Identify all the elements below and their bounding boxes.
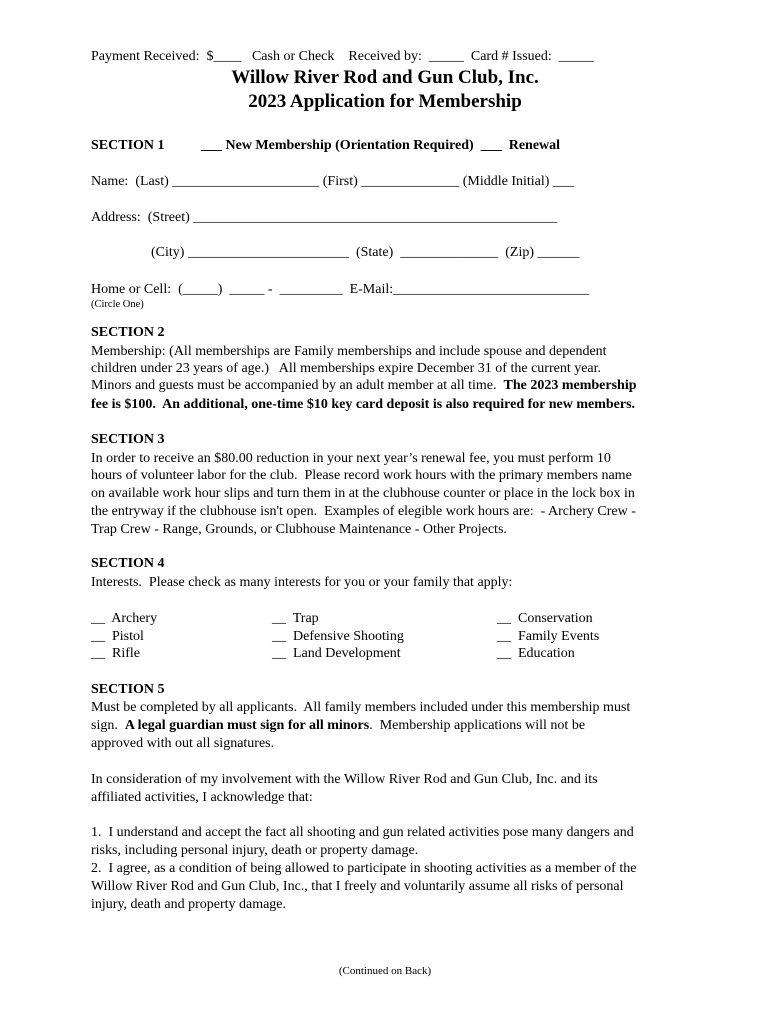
section2-text: children under 23 years of age.) All memberships expire December 31 of the current year.: [91, 361, 602, 376]
section3-text: In order to receive an $80.00 reduction in your next year’s renewal fee, you must perform 10: [91, 451, 611, 466]
section1-heading: SECTION 1: [91, 138, 165, 153]
section5-text: approved with out all signatures.: [91, 736, 275, 751]
consideration-text: affiliated activities, I acknowledge that:: [91, 790, 313, 805]
interest-trap[interactable]: __ Trap: [272, 611, 319, 626]
acknowledgment-item-2: injury, death and property damage.: [91, 897, 287, 912]
interest-family-events[interactable]: __ Family Events: [497, 628, 600, 644]
membership-type-line[interactable]: ___ New Membership (Orientation Required) ___ Renewal: [201, 138, 561, 153]
acknowledgment-item-1: 1. I understand and accept the fact all shooting and gun related activities pose many dangers and: [91, 825, 634, 840]
club-name-title: Willow River Rod and Gun Club, Inc.: [231, 67, 539, 88]
interest-defensive-shooting[interactable]: __ Defensive Shooting: [272, 628, 404, 644]
interest-land-development[interactable]: __ Land Development: [272, 646, 401, 661]
office-use-line: Payment Received: $____ Cash or Check Received by: _____ Card # Issued: _____: [91, 49, 594, 64]
section5-text: sign. A legal guardian must sign for all minors. Membership applications will not be: [91, 718, 586, 733]
interests-column-2: [272, 610, 404, 663]
section3-text: Trap Crew - Range, Grounds, or Clubhouse Maintenance - Other Projects.: [91, 522, 507, 537]
section3-text: hours of volunteer labor for the club. Please record work hours with the primary members name: [91, 468, 632, 483]
interests-intro: Interests. Please check as many interests for you or your family that apply:: [91, 575, 513, 590]
acknowledgment-item-1: risks, including personal injury, death or property damage.: [91, 843, 419, 858]
interest-conservation[interactable]: __ Conservation: [497, 611, 593, 626]
section5-heading: SECTION 5: [91, 682, 165, 697]
section3-heading: SECTION 3: [91, 432, 165, 447]
section5-text: Must be completed by all applicants. All family members included under this membership must: [91, 700, 631, 715]
section4-heading: SECTION 4: [91, 556, 165, 571]
consideration-text: In consideration of my involvement with the Willow River Rod and Gun Club, Inc. and its: [91, 772, 598, 787]
interest-education[interactable]: __ Education: [497, 646, 575, 661]
continued-on-back: (Continued on Back): [338, 965, 432, 977]
acknowledgment-item-2: 2. I agree, as a condition of being allowed to participate in shooting activities as a member of the: [91, 861, 637, 876]
interest-archery[interactable]: __ Archery: [91, 611, 158, 626]
application-title: 2023 Application for Membership: [248, 91, 522, 112]
section2-text: Minors and guests must be accompanied by an adult member at all time. The 2023 membership: [91, 378, 637, 393]
circle-one-note: (Circle One): [91, 299, 144, 310]
acknowledgment-item-2: Willow River Rod and Gun Club, Inc., that I freely and voluntarily assume all risks of personal: [91, 879, 624, 894]
section2-heading: SECTION 2: [91, 325, 165, 340]
city-state-zip-line[interactable]: (City) _______________________ (State) ______________ (Zip) ______: [151, 245, 580, 260]
section2-text: Membership: (All memberships are Family memberships and include spouse and dependent: [91, 344, 607, 359]
interests-column-1: [91, 610, 157, 663]
section3-text: on available work hour slips and turn them in at the clubhouse counter or place in the lock box in: [91, 486, 635, 501]
name-field-line[interactable]: Name: (Last) _____________________ (First) ______________ (Middle Initial) ___: [91, 174, 574, 189]
section3-text: the entryway if the clubhouse isn't open. Examples of elegible work hours are: - Archery Crew -: [91, 504, 636, 519]
street-field-line[interactable]: Address: (Street) ____________________________________________________: [91, 210, 558, 225]
interests-column-3: [497, 610, 599, 663]
phone-email-line[interactable]: Home or Cell: (_____) _____ - _________ E-Mail:____________________________: [91, 282, 590, 297]
membership-fee-text: fee is $100. An additional, one-time $10 key card deposit is also required for new members.: [91, 397, 636, 412]
interest-rifle[interactable]: __ Rifle: [91, 646, 140, 661]
interest-pistol[interactable]: __ Pistol: [91, 628, 144, 644]
